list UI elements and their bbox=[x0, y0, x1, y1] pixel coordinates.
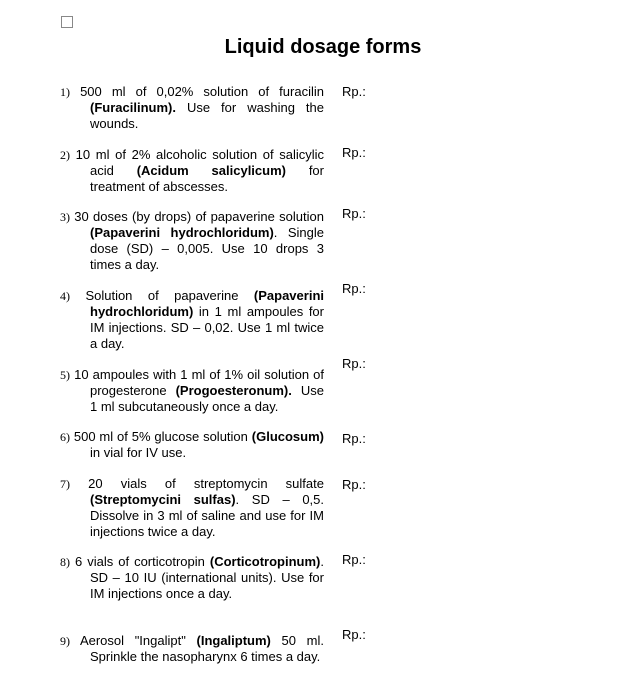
task-text: 30 doses (by drops) of papaverine solution bbox=[74, 209, 324, 224]
latin-name: (Acidum salicylicum) bbox=[136, 163, 286, 178]
page-title: Liquid dosage forms bbox=[224, 36, 422, 58]
rp-label-9: Rp.: bbox=[342, 627, 366, 642]
rp-label-8: Rp.: bbox=[342, 552, 366, 567]
task-text: Use for washing the wounds. bbox=[90, 100, 324, 131]
task-text: Aerosol "Ingalipt" bbox=[79, 633, 197, 648]
rp-label-3: Rp.: bbox=[342, 206, 366, 221]
task-text: in 1 ml ampoules for IM injections. SD – 0,02. Use 1 ml twice a day. bbox=[90, 304, 324, 351]
task-item-2 bbox=[60, 147, 324, 195]
task-item-5 bbox=[60, 367, 324, 415]
latin-name: (Papaverini hydrochloridum) bbox=[90, 288, 324, 319]
task-item-1 bbox=[60, 84, 324, 132]
task-item-4 bbox=[60, 288, 324, 352]
task-text: 10 ampoules with 1 ml of 1% oil solution of progesterone bbox=[74, 367, 324, 398]
task-number: 7) bbox=[60, 477, 70, 491]
latin-name: (Glucosum) bbox=[251, 429, 324, 444]
rp-label-5: Rp.: bbox=[342, 356, 366, 371]
task-text: 50 ml. Sprinkle the nasopharynx 6 times a day. bbox=[90, 633, 324, 664]
task-item-9 bbox=[60, 633, 324, 665]
task-text: 6 vials of corticotropin bbox=[75, 554, 210, 569]
task-number: 9) bbox=[60, 634, 70, 648]
task-text: 20 vials of streptomycin sulfate bbox=[88, 476, 324, 491]
rp-label-6: Rp.: bbox=[342, 431, 366, 446]
rp-label-2: Rp.: bbox=[342, 145, 366, 160]
task-number: 8) bbox=[60, 555, 70, 569]
rp-label-7: Rp.: bbox=[342, 477, 366, 492]
task-item-7 bbox=[60, 476, 324, 540]
task-text: . SD – 0,5. Dissolve in 3 ml of saline and use for IM injections twice a day. bbox=[90, 492, 325, 539]
latin-name: (Progoesteronum). bbox=[175, 383, 292, 398]
task-number: 2) bbox=[60, 148, 70, 162]
task-text: for treatment of abscesses. bbox=[90, 163, 324, 194]
latin-name: (Ingaliptum) bbox=[196, 633, 271, 648]
task-number: 5) bbox=[60, 368, 70, 382]
latin-name: (Streptomycini sulfas) bbox=[90, 492, 236, 507]
rp-label-1: Rp.: bbox=[342, 84, 366, 99]
checkbox[interactable] bbox=[61, 16, 73, 28]
task-text: . SD – 10 IU (international units). Use for IM injections once a day. bbox=[90, 554, 324, 601]
latin-name: (Furacilinum). bbox=[90, 100, 176, 115]
task-text: 500 ml of 0,02% solution of furacilin bbox=[80, 84, 324, 99]
task-item-3 bbox=[60, 209, 324, 273]
task-number: 1) bbox=[60, 85, 70, 99]
task-item-6 bbox=[60, 429, 324, 461]
task-text: 500 ml of 5% glucose solution bbox=[73, 429, 252, 444]
task-text: in vial for IV use. bbox=[90, 445, 187, 460]
task-text: Use 1 ml subcutaneously once a day. bbox=[90, 383, 324, 414]
latin-name: (Corticotropinum) bbox=[209, 554, 321, 569]
task-item-8 bbox=[60, 554, 324, 602]
task-text: Solution of papaverine bbox=[85, 288, 254, 303]
task-number: 6) bbox=[60, 430, 70, 444]
latin-name: (Papaverini hydrochloridum) bbox=[90, 225, 274, 240]
task-number: 4) bbox=[60, 289, 70, 303]
task-number: 3) bbox=[60, 210, 70, 224]
rp-label-4: Rp.: bbox=[342, 281, 366, 296]
task-text: 10 ml of 2% alcoholic solution of salicylic acid bbox=[75, 147, 324, 178]
task-text: . Single dose (SD) – 0,005. Use 10 drops 3 times a day. bbox=[90, 225, 324, 272]
